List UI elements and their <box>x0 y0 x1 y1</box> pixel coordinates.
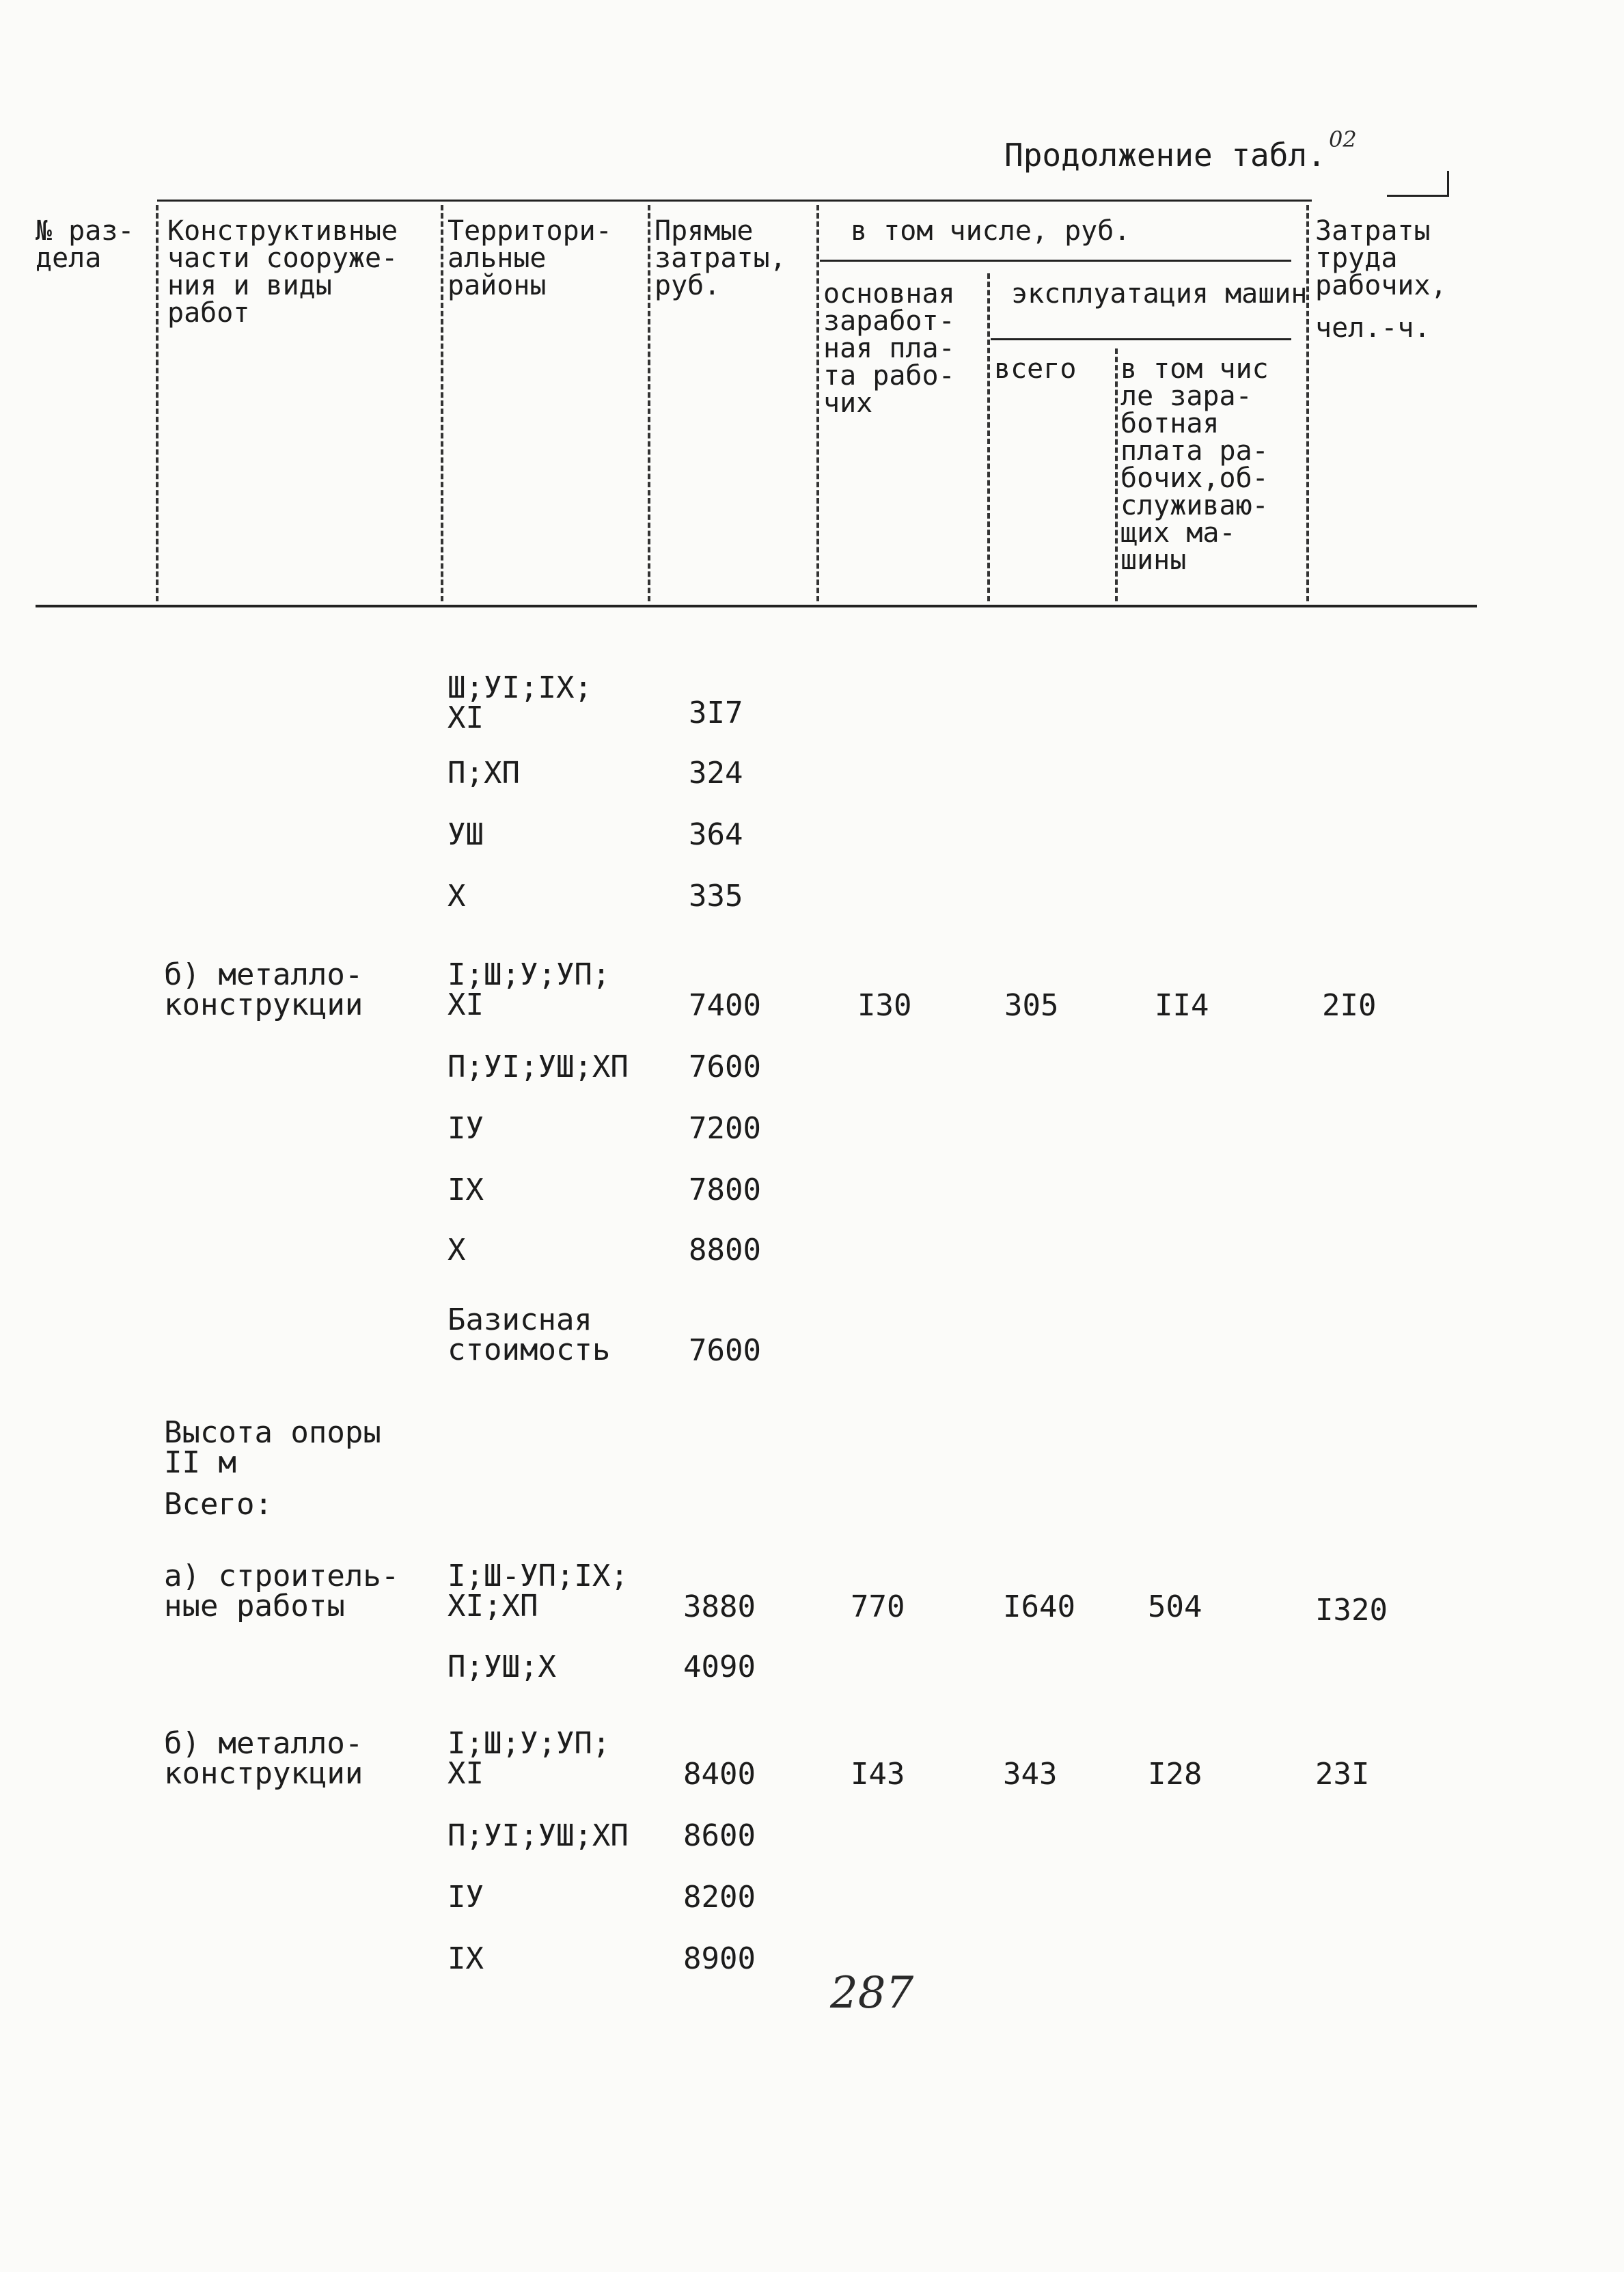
direct-cost-cell: 7600 <box>689 1333 761 1368</box>
region-cell: П;ХП <box>448 756 520 791</box>
machines-total-cell: I640 <box>1003 1589 1075 1624</box>
machines-total-cell: 305 <box>1004 988 1059 1023</box>
header-machines: эксплуатация машин <box>1011 278 1308 310</box>
region-cell: I;Ш-УП;IX; XI;ХП <box>448 1559 629 1624</box>
direct-cost-cell: 7800 <box>689 1173 761 1207</box>
col-separator <box>1306 205 1309 601</box>
corner-line <box>1387 195 1448 197</box>
col-separator <box>816 205 819 601</box>
direct-cost-cell: 324 <box>689 756 743 791</box>
base-wage-cell: I30 <box>857 988 912 1023</box>
region-cell: I;Ш;У;УП; XI <box>448 1726 611 1791</box>
table-number-handwritten: 02 <box>1329 126 1357 152</box>
header-top-rule <box>157 200 1312 202</box>
col-separator <box>1115 348 1118 601</box>
machines-wage-cell: I28 <box>1148 1757 1202 1792</box>
direct-cost-cell: 3880 <box>683 1589 756 1624</box>
page-number-handwritten: 287 <box>830 1968 914 2018</box>
region-cell: X <box>448 1233 466 1268</box>
work-type-cell: б) металло- конструкции <box>164 957 363 1022</box>
work-type-cell: а) строитель- ные работы <box>164 1559 400 1624</box>
machines-wage-cell: 504 <box>1148 1589 1202 1624</box>
region-cell: П;УI;УШ;ХП <box>448 1050 629 1084</box>
direct-cost-cell: 4090 <box>683 1650 756 1684</box>
region-cell: IУ <box>448 1880 484 1915</box>
header-col-regions: Территори- альные районы <box>448 215 612 301</box>
region-cell: П;УШ;X <box>448 1650 556 1684</box>
header-col-parts: Конструктивные части сооруже- ния и виды работ <box>167 215 398 329</box>
direct-cost-cell: 8900 <box>683 1941 756 1976</box>
machines-total-cell: 343 <box>1003 1757 1058 1792</box>
machines-wage-cell: II4 <box>1155 988 1209 1023</box>
region-cell: УШ <box>448 817 484 852</box>
header-col-machines-total: всего <box>994 353 1077 385</box>
direct-cost-cell: 8400 <box>683 1757 756 1792</box>
work-type-cell: Всего: <box>164 1487 273 1522</box>
group-rule <box>820 260 1291 262</box>
work-type-cell: б) металло- конструкции <box>164 1726 363 1791</box>
direct-cost-cell: 8200 <box>683 1880 756 1915</box>
base-wage-cell: 770 <box>851 1589 905 1624</box>
col-separator <box>156 205 159 601</box>
header-bottom-rule <box>36 605 1477 607</box>
region-cell: X <box>448 879 466 914</box>
continuation-label: Продолжение табл. <box>1004 137 1326 174</box>
labor-cell: 23I <box>1315 1757 1370 1792</box>
direct-cost-cell: 7400 <box>689 988 761 1023</box>
col-separator <box>441 205 443 601</box>
direct-cost-cell: 335 <box>689 879 743 914</box>
col-separator <box>648 205 650 601</box>
header-col-base-wage: основная заработ- ная пла- та рабо- чих <box>823 278 955 419</box>
region-cell: Ш;УI;IX; XI <box>448 670 592 735</box>
region-cell: П;УI;УШ;ХП <box>448 1818 629 1853</box>
header-col-labor: Затраты труда рабочих, чел.-ч. <box>1315 215 1447 344</box>
header-col-machines-wage: в том чис ле зара- ботная плата ра- бочих,об- служиваю- щих ма- шины <box>1120 353 1269 576</box>
header-col-direct-costs: Прямые затраты, руб. <box>655 215 786 301</box>
region-cell: Базисная стоимость <box>448 1302 611 1367</box>
direct-cost-cell: 8600 <box>683 1818 756 1853</box>
direct-cost-cell: 7200 <box>689 1111 761 1146</box>
labor-cell: 2I0 <box>1322 988 1377 1023</box>
region-cell: IX <box>448 1173 484 1207</box>
region-cell: IX <box>448 1941 484 1976</box>
header-col-section: № раз- дела <box>36 215 135 274</box>
work-type-cell: Высота опоры II м <box>164 1415 381 1480</box>
corner-tick <box>1447 171 1449 197</box>
col-separator <box>987 273 990 601</box>
direct-cost-cell: 7600 <box>689 1050 761 1084</box>
direct-cost-cell: 364 <box>689 817 743 852</box>
header-group-including: в том числе, руб. <box>851 215 1131 247</box>
machines-rule <box>991 338 1291 340</box>
region-cell: IУ <box>448 1111 484 1146</box>
region-cell: I;Ш;У;УП; XI <box>448 957 611 1022</box>
labor-cell: I320 <box>1315 1593 1388 1628</box>
base-wage-cell: I43 <box>851 1757 905 1792</box>
direct-cost-cell: 3I7 <box>689 696 743 730</box>
direct-cost-cell: 8800 <box>689 1233 761 1268</box>
